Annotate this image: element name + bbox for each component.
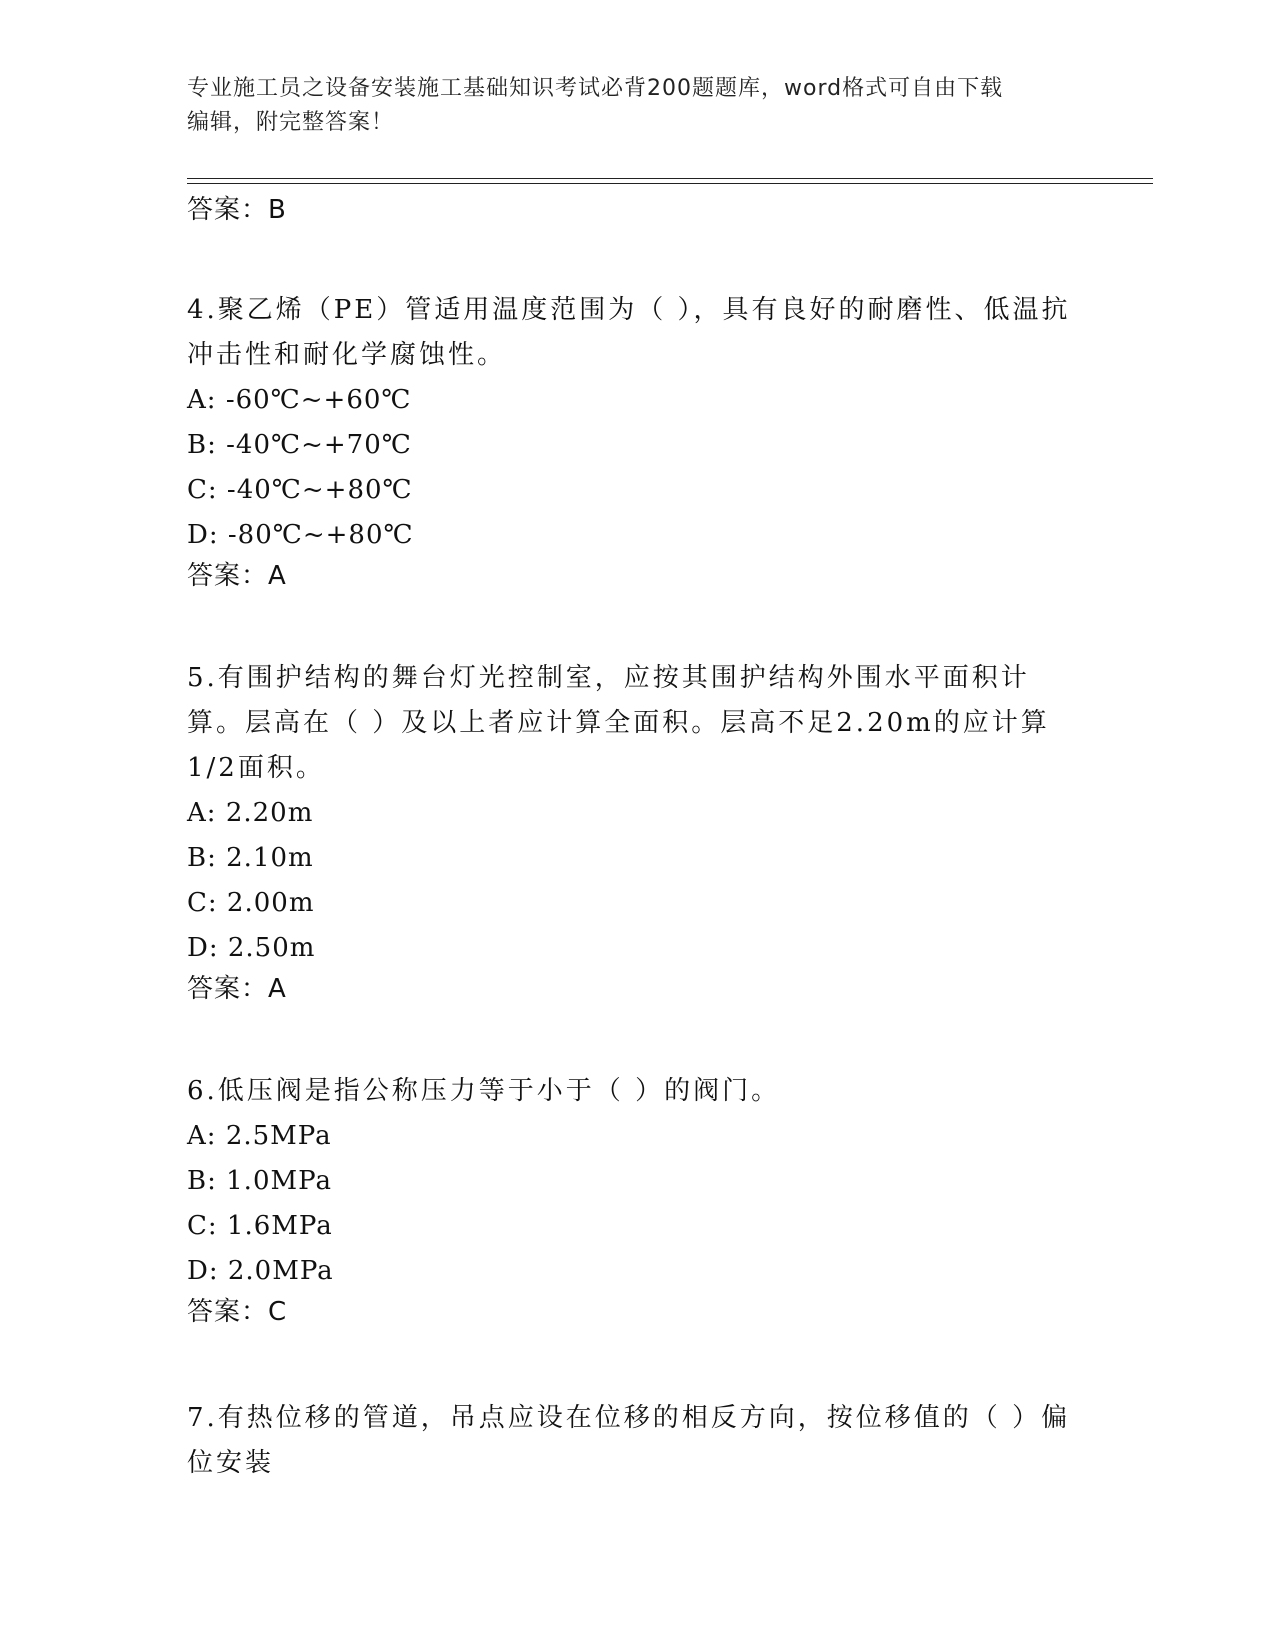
option-4-c: [187, 468, 1087, 513]
question-text-4: 4.聚乙烯（PE）管适用温度范围为（ ），具有良好的耐磨性、低温抗冲击性和耐化学腐蚀性。: [187, 295, 1071, 370]
option-key: D:: [187, 933, 219, 963]
option-5-c: [187, 881, 1087, 926]
option-key: B:: [187, 1166, 217, 1196]
answer-6: 答案：C: [187, 1297, 288, 1327]
option-text: -80℃~+80℃: [227, 520, 414, 550]
document-header: [187, 72, 1087, 140]
option-key: B:: [187, 430, 217, 460]
option-key: A:: [187, 385, 217, 415]
option-key: A:: [187, 798, 217, 828]
option-6-b: [187, 1159, 1087, 1204]
option-6-c: [187, 1204, 1087, 1249]
header-title-line-2: 编辑，附完整答案！: [187, 110, 395, 135]
option-key: D:: [187, 1256, 219, 1286]
question-block-7: [187, 1396, 1087, 1486]
question-text-5: 5.有围护结构的舞台灯光控制室，应按其围护结构外围水平面积计算。层高在（ ）及以上者应计算全面积。层高不足2.20m的应计算1/2面积。: [187, 663, 1050, 783]
option-4-b: [187, 423, 1087, 468]
option-text: 2.0MPa: [227, 1256, 334, 1286]
option-5-a: [187, 791, 1087, 836]
option-text: 2.10m: [226, 843, 314, 873]
question-block-4: [187, 288, 1087, 594]
option-6-d: [187, 1249, 1087, 1294]
option-5-d: [187, 926, 1087, 971]
option-text: -40℃~+70℃: [226, 430, 412, 460]
option-text: 1.6MPa: [226, 1211, 333, 1241]
option-key: B:: [187, 843, 217, 873]
option-4-d: [187, 513, 1087, 558]
question-block-6: [187, 1069, 1087, 1330]
option-key: C:: [187, 475, 218, 505]
question-text-7: 7.有热位移的管道，吊点应设在位移的相反方向，按位移值的（ ）偏位安装: [187, 1403, 1071, 1478]
header-divider-bottom: [187, 183, 1153, 184]
option-key: A:: [187, 1121, 217, 1151]
question-text-6: 6.低压阀是指公称压力等于小于（ ）的阀门。: [187, 1076, 781, 1106]
option-text: -60℃~+60℃: [225, 385, 412, 415]
option-key: D:: [187, 520, 219, 550]
option-key: C:: [187, 1211, 218, 1241]
option-text: 2.5MPa: [225, 1121, 332, 1151]
option-text: -40℃~+80℃: [226, 475, 413, 505]
option-text: 2.50m: [227, 933, 316, 963]
option-4-a: [187, 378, 1087, 423]
document-body: [187, 192, 1087, 1486]
option-text: 2.00m: [226, 888, 315, 918]
answer-3: 答案：B: [187, 195, 287, 225]
option-key: C:: [187, 888, 218, 918]
answer-4: 答案：A: [187, 561, 287, 591]
header-divider-top: [187, 178, 1153, 179]
header-title-line-1: 专业施工员之设备安装施工基础知识考试必背200题题库，word格式可自由下载: [187, 76, 1004, 101]
option-text: 2.20m: [225, 798, 314, 828]
question-block-5: [187, 656, 1087, 1007]
option-6-a: [187, 1114, 1087, 1159]
option-text: 1.0MPa: [226, 1166, 332, 1196]
option-5-b: [187, 836, 1087, 881]
answer-5: 答案：A: [187, 974, 287, 1004]
